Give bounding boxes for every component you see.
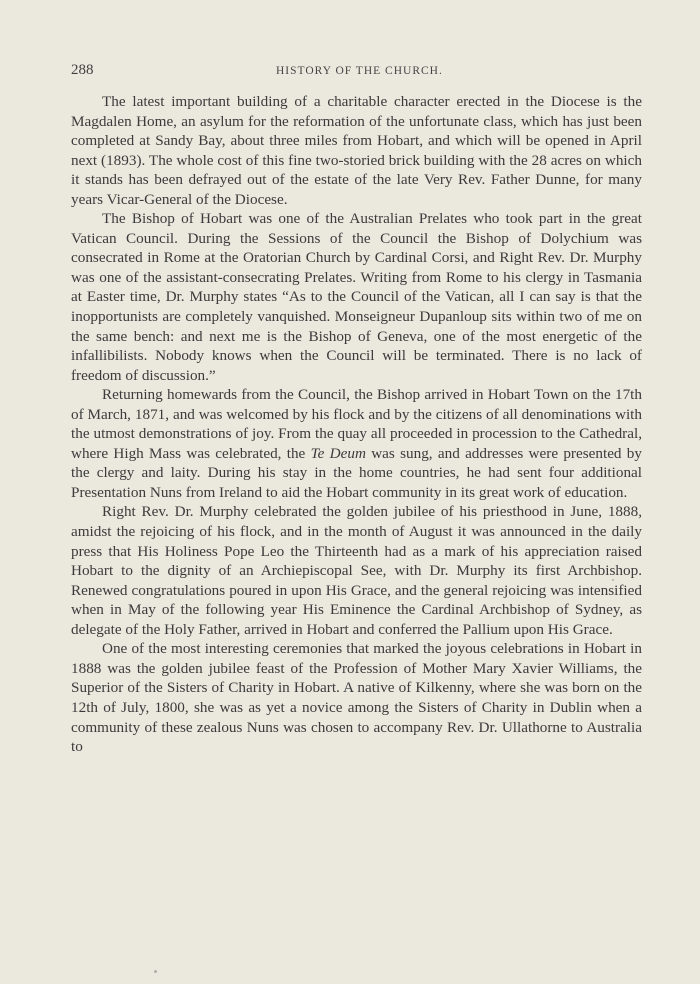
body-text [71,92,642,757]
paragraph-magdalen-home: The latest important building of a charitable character erected in the Diocese is the Magdalen Home, an asylum for the reformation of the unfortunate class, which has just been completed at Sandy Bay, about three miles from Hobart, and which will be opened in April next (1893). The whole cost of this fine two-storied brick building with the 28 acres on which it stands has been defrayed out of the estate of the late Very Rev. Father Dunne, for many years Vicar-General of the Diocese. [71,93,642,208]
running-head: HISTORY OF THE CHURCH. [276,65,443,77]
paper-speck [612,579,614,581]
text-before-te-deum: Returning homewards from the Council, the Bishop arrived in Hobart Town on the 17th of March, 1871, and was welcomed by his flock and by the citizens of all denominations with the utmost demonstrations of joy. From the quay all proceeded in procession to the Cathedral, where High Mass was celebrated, the [71,386,642,462]
text-after-te-deum: was sung, and addresses were presented by the clergy and laity. During his stay in the home countries, he had sent four additional Presentation Nuns from Ireland to aid the Hobart community in its great work of education. [71,444,642,501]
page-header [71,62,642,82]
te-deum-italic: Te Deum [310,444,366,462]
paragraph-mother-xavier: One of the most interesting ceremonies that marked the joyous celebrations in Hobart in 1888 was the golden jubilee feast of the Profession of Mother Mary Xavier Williams, the Superior of the Sisters of Charity in Hobart. A native of Kilkenny, where she was born on the 12th of July, 1800, she was as yet a novice among the Sisters of Charity in Dublin when a community of these zealous Nuns was chosen to accompany Rev. Dr. Ullathorne to Australia to [71,640,642,756]
paragraph-golden-jubilee: Right Rev. Dr. Murphy celebrated the golden jubilee of his priesthood in June, 1888, amidst the rejoicing of his flock, and in the month of August it was announced in the daily press that His Holiness Pope Leo the Thirteenth had as a mark of his appreciation raised Hobart to the dignity of an Archiepiscopal See, with Dr. Murphy its first Archbishop. Renewed congratulations poured in upon His Grace, and the general rejoicing was intensified when in May of the following year His Eminence the Cardinal Archbishop of Sydney, as delegate of the Holy Father, arrived in Hobart and conferred the Pallium upon His Grace. [71,503,642,638]
page-number: 288 [71,62,94,78]
paragraph-vatican-council: The Bishop of Hobart was one of the Australian Prelates who took part in the great Vatican Council. During the Sessions of the Council the Bishop of Dolychium was consecrated in Rome at the Oratorian Church by Cardinal Corsi, and Right Rev. Dr. Murphy was one of the assistant-consecrating Prelates. Writing from Rome to his clergy in Tasmania at Easter time, Dr. Murphy states “As to the Council of the Vatican, all I can say is that the inopportunists are completely vanquished. Monseigneur Dupanloup sits within two of me on the same bench: and next me is the Bishop of Geneva, one of the most energetic of the infallibilists. Nobody knows when the Council will be terminated. There is no lack of freedom of discussion.” [71,210,642,384]
paragraph-return-to-hobart [71,385,642,502]
paper-speck [154,970,157,973]
